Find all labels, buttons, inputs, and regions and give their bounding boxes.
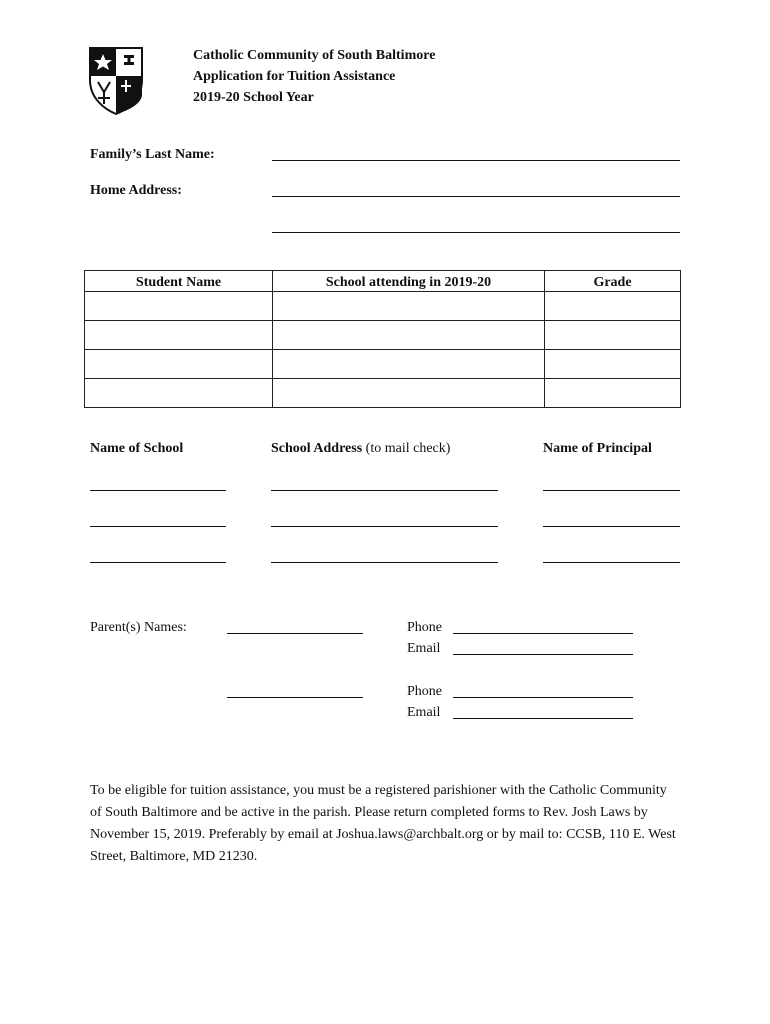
phone-label-1: Phone bbox=[407, 620, 442, 635]
family-last-name-field[interactable] bbox=[272, 160, 680, 161]
school-attending-header: School attending in 2019-20 bbox=[273, 271, 545, 292]
home-address-field-1[interactable] bbox=[272, 196, 680, 197]
school-attending-cell[interactable] bbox=[273, 379, 545, 408]
organization-name: Catholic Community of South Baltimore bbox=[193, 48, 436, 63]
school-address-field-2[interactable] bbox=[271, 526, 498, 527]
principal-name-field-1[interactable] bbox=[543, 490, 680, 491]
email-label-1: Email bbox=[407, 641, 441, 656]
table-row bbox=[85, 350, 681, 379]
family-last-name-label: Family’s Last Name: bbox=[90, 147, 215, 162]
table-row bbox=[85, 292, 681, 321]
parent-name-field-2[interactable] bbox=[227, 697, 363, 698]
student-name-cell[interactable] bbox=[85, 321, 273, 350]
table-row bbox=[85, 321, 681, 350]
school-address-field-3[interactable] bbox=[271, 562, 498, 563]
email-label-2: Email bbox=[407, 705, 441, 720]
phone-field-1[interactable] bbox=[453, 633, 633, 634]
phone-field-2[interactable] bbox=[453, 697, 633, 698]
home-address-label: Home Address: bbox=[90, 183, 182, 198]
school-name-field-1[interactable] bbox=[90, 490, 226, 491]
parents-names-label: Parent(s) Names: bbox=[90, 620, 187, 635]
school-name-field-3[interactable] bbox=[90, 562, 226, 563]
grade-cell[interactable] bbox=[545, 350, 681, 379]
school-attending-cell[interactable] bbox=[273, 350, 545, 379]
student-name-header: Student Name bbox=[85, 271, 273, 292]
form-title: Application for Tuition Assistance bbox=[193, 69, 396, 84]
school-year: 2019-20 School Year bbox=[193, 90, 314, 105]
student-name-cell[interactable] bbox=[85, 350, 273, 379]
shield-crest-icon bbox=[88, 46, 144, 116]
grade-cell[interactable] bbox=[545, 379, 681, 408]
student-name-cell[interactable] bbox=[85, 292, 273, 321]
principal-name-field-2[interactable] bbox=[543, 526, 680, 527]
email-field-1[interactable] bbox=[453, 654, 633, 655]
school-name-field-2[interactable] bbox=[90, 526, 226, 527]
parent-name-field-1[interactable] bbox=[227, 633, 363, 634]
name-of-principal-header: Name of Principal bbox=[543, 441, 652, 456]
phone-label-2: Phone bbox=[407, 684, 442, 699]
name-of-school-header: Name of School bbox=[90, 441, 184, 456]
home-address-field-2[interactable] bbox=[272, 232, 680, 233]
email-field-2[interactable] bbox=[453, 718, 633, 719]
students-table bbox=[84, 270, 681, 408]
school-address-header-bold: School Address bbox=[271, 441, 363, 456]
eligibility-paragraph: To be eligible for tuition assistance, you must be a registered parishioner with the Catholic Community of South Baltimore and be active in the parish. Please return completed forms to Rev. Josh Laws by November 15, 2019. Preferably by email at Joshua.laws@archbalt.org or by mail to: CCSB, 110 E. West Street, Baltimore, MD 21230. bbox=[90, 783, 676, 864]
school-address-field-1[interactable] bbox=[271, 490, 498, 491]
grade-cell[interactable] bbox=[545, 292, 681, 321]
grade-cell[interactable] bbox=[545, 321, 681, 350]
school-address-header bbox=[271, 441, 450, 457]
school-address-header-note: (to mail check) bbox=[365, 441, 451, 456]
school-attending-cell[interactable] bbox=[273, 292, 545, 321]
table-row bbox=[85, 379, 681, 408]
school-attending-cell[interactable] bbox=[273, 321, 545, 350]
grade-header: Grade bbox=[545, 271, 681, 292]
student-name-cell[interactable] bbox=[85, 379, 273, 408]
principal-name-field-3[interactable] bbox=[543, 562, 680, 563]
